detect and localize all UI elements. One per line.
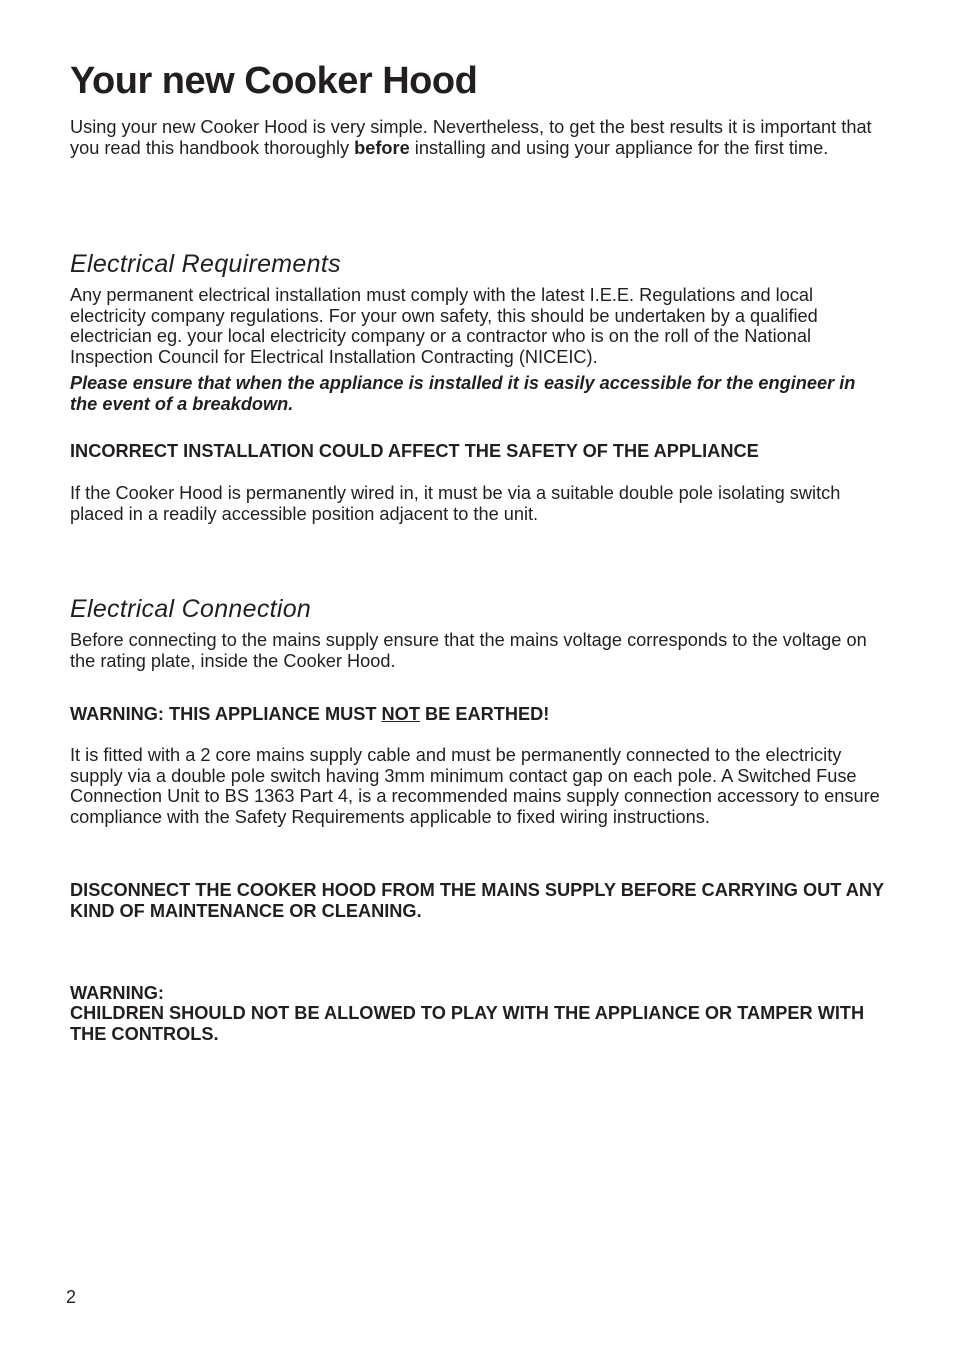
intro-text-1: Using your new Cooker Hood is very simple. Nevertheless, to get the best results it is important that you read this handbook thoroughly bbox=[70, 117, 872, 158]
intro-paragraph bbox=[70, 117, 885, 158]
isolating-switch-paragraph: If the Cooker Hood is permanently wired in, it must be via a suitable double pole isolating switch placed in a readily accessible position adjacent to the unit. bbox=[70, 483, 841, 524]
electrical-requirements-paragraph: Any permanent electrical installation must comply with the latest I.E.E. Regulations and local electricity company regulations. For your own safety, this should be undertaken by a qualified electrician eg. your local electricity company or a contractor who is on the roll of the National Inspection Council for Electrical Installation Contracting (NICEIC). bbox=[70, 285, 818, 367]
page-number: 2 bbox=[66, 1287, 77, 1307]
disconnect-warning: DISCONNECT THE COOKER HOOD FROM THE MAINS SUPPLY BEFORE CARRYING OUT ANY KIND OF MAINTENANCE OR CLEANING. bbox=[70, 880, 884, 921]
children-warning-label: WARNING: bbox=[70, 983, 164, 1003]
earthing-warning-not: NOT bbox=[381, 704, 420, 724]
page-title: Your new Cooker Hood bbox=[70, 60, 478, 102]
electrical-requirements-heading: Electrical Requirements bbox=[70, 250, 341, 278]
accessibility-note: Please ensure that when the appliance is installed it is easily accessible for the engineer in the event of a breakdown. bbox=[70, 373, 856, 414]
mains-voltage-paragraph: Before connecting to the mains supply ensure that the mains voltage corresponds to the voltage on the rating plate, inside the Cooker Hood. bbox=[70, 630, 867, 671]
electrical-connection-heading: Electrical Connection bbox=[70, 595, 312, 623]
installation-warning: INCORRECT INSTALLATION COULD AFFECT THE SAFETY OF THE APPLIANCE bbox=[70, 441, 759, 461]
earthing-warning bbox=[70, 704, 885, 725]
earthing-warning-b: BE EARTHED! bbox=[419, 704, 550, 724]
earthing-warning-a: WARNING: THIS APPLIANCE MUST bbox=[70, 704, 382, 724]
intro-text-2: installing and using your appliance for the first time. bbox=[409, 137, 829, 158]
supply-cable-paragraph: It is fitted with a 2 core mains supply cable and must be permanently connected to the electricity supply via a double pole switch having 3mm minimum contact gap on each pole. A Switched Fuse Connection Unit to BS 1363 Part 4, is a recommended mains supply connection accessory to ensure compliance with the Safety Requirements applicable to fixed wiring instructions. bbox=[70, 745, 880, 827]
children-warning-text: CHILDREN SHOULD NOT BE ALLOWED TO PLAY WITH THE APPLIANCE OR TAMPER WITH THE CONTROLS. bbox=[70, 1003, 865, 1044]
intro-bold: before bbox=[354, 137, 410, 158]
